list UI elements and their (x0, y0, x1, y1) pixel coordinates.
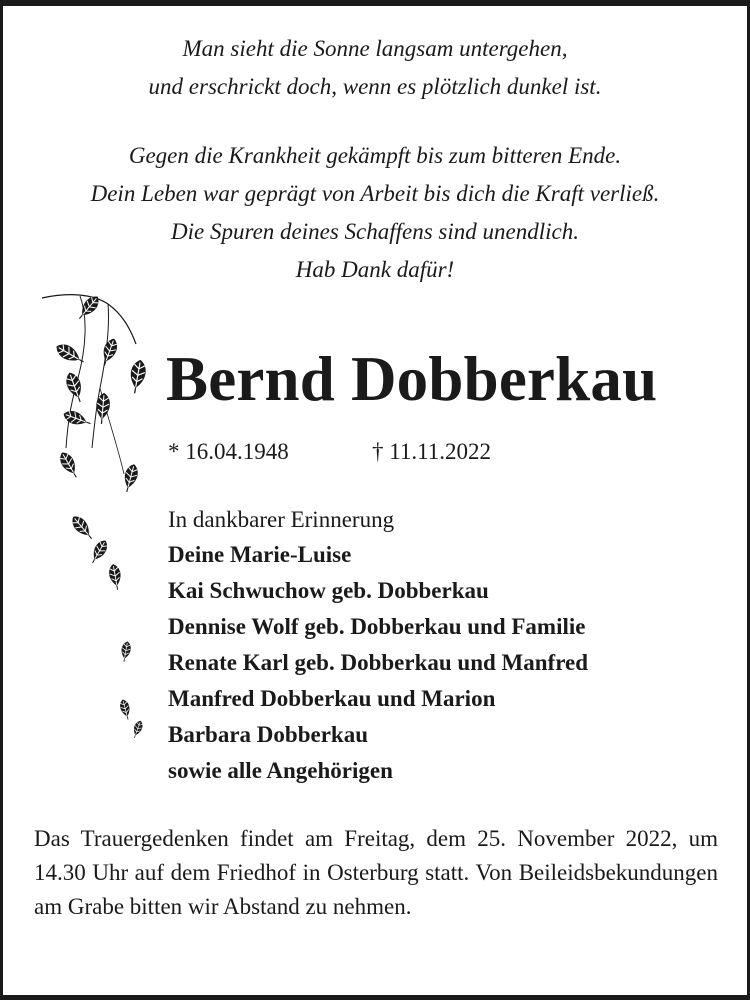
mourner: Renate Karl geb. Dobberkau und Manfred (168, 650, 588, 675)
poem-main (0, 137, 750, 289)
remembrance-intro: In dankbarer Erinnerung (168, 507, 395, 532)
mourner: Manfred Dobberkau und Marion (168, 686, 496, 711)
deceased-name: Bernd Dobberkau (166, 344, 658, 414)
poem-line: Die Spuren deines Schaffens sind unendlich. (171, 219, 579, 244)
birch-branch-icon (38, 288, 163, 748)
poem-line: Dein Leben war geprägt von Arbeit bis dich die Kraft verließ. (90, 181, 660, 206)
poem-line: Gegen die Krankheit gekämpft bis zum bitteren Ende. (128, 143, 622, 168)
birth-date: * 16.04.1948 (168, 439, 289, 464)
mourners-list (168, 537, 588, 789)
mourner: sowie alle Angehörigen (168, 758, 393, 783)
poem-line: Hab Dank dafür! (295, 257, 455, 282)
poem-intro (0, 30, 750, 106)
poem-line: und erschrickt doch, wenn es plötzlich dunkel ist. (148, 74, 602, 99)
death-date: † 11.11.2022 (372, 439, 492, 464)
mourner: Dennise Wolf geb. Dobberkau und Familie (168, 614, 586, 639)
funeral-notice: Das Trauergedenken findet am Freitag, dem 25. November 2022, um 14.30 Uhr auf dem Friedhof in Osterburg statt. Von Beileidsbekundungen am Grabe bitten wir Abstand zu nehmen. (34, 826, 718, 919)
mourner: Barbara Dobberkau (168, 722, 368, 747)
poem-line: Man sieht die Sonne langsam untergehen, (182, 36, 568, 61)
mourner: Deine Marie-Luise (168, 542, 352, 567)
mourner: Kai Schwuchow geb. Dobberkau (168, 578, 489, 603)
